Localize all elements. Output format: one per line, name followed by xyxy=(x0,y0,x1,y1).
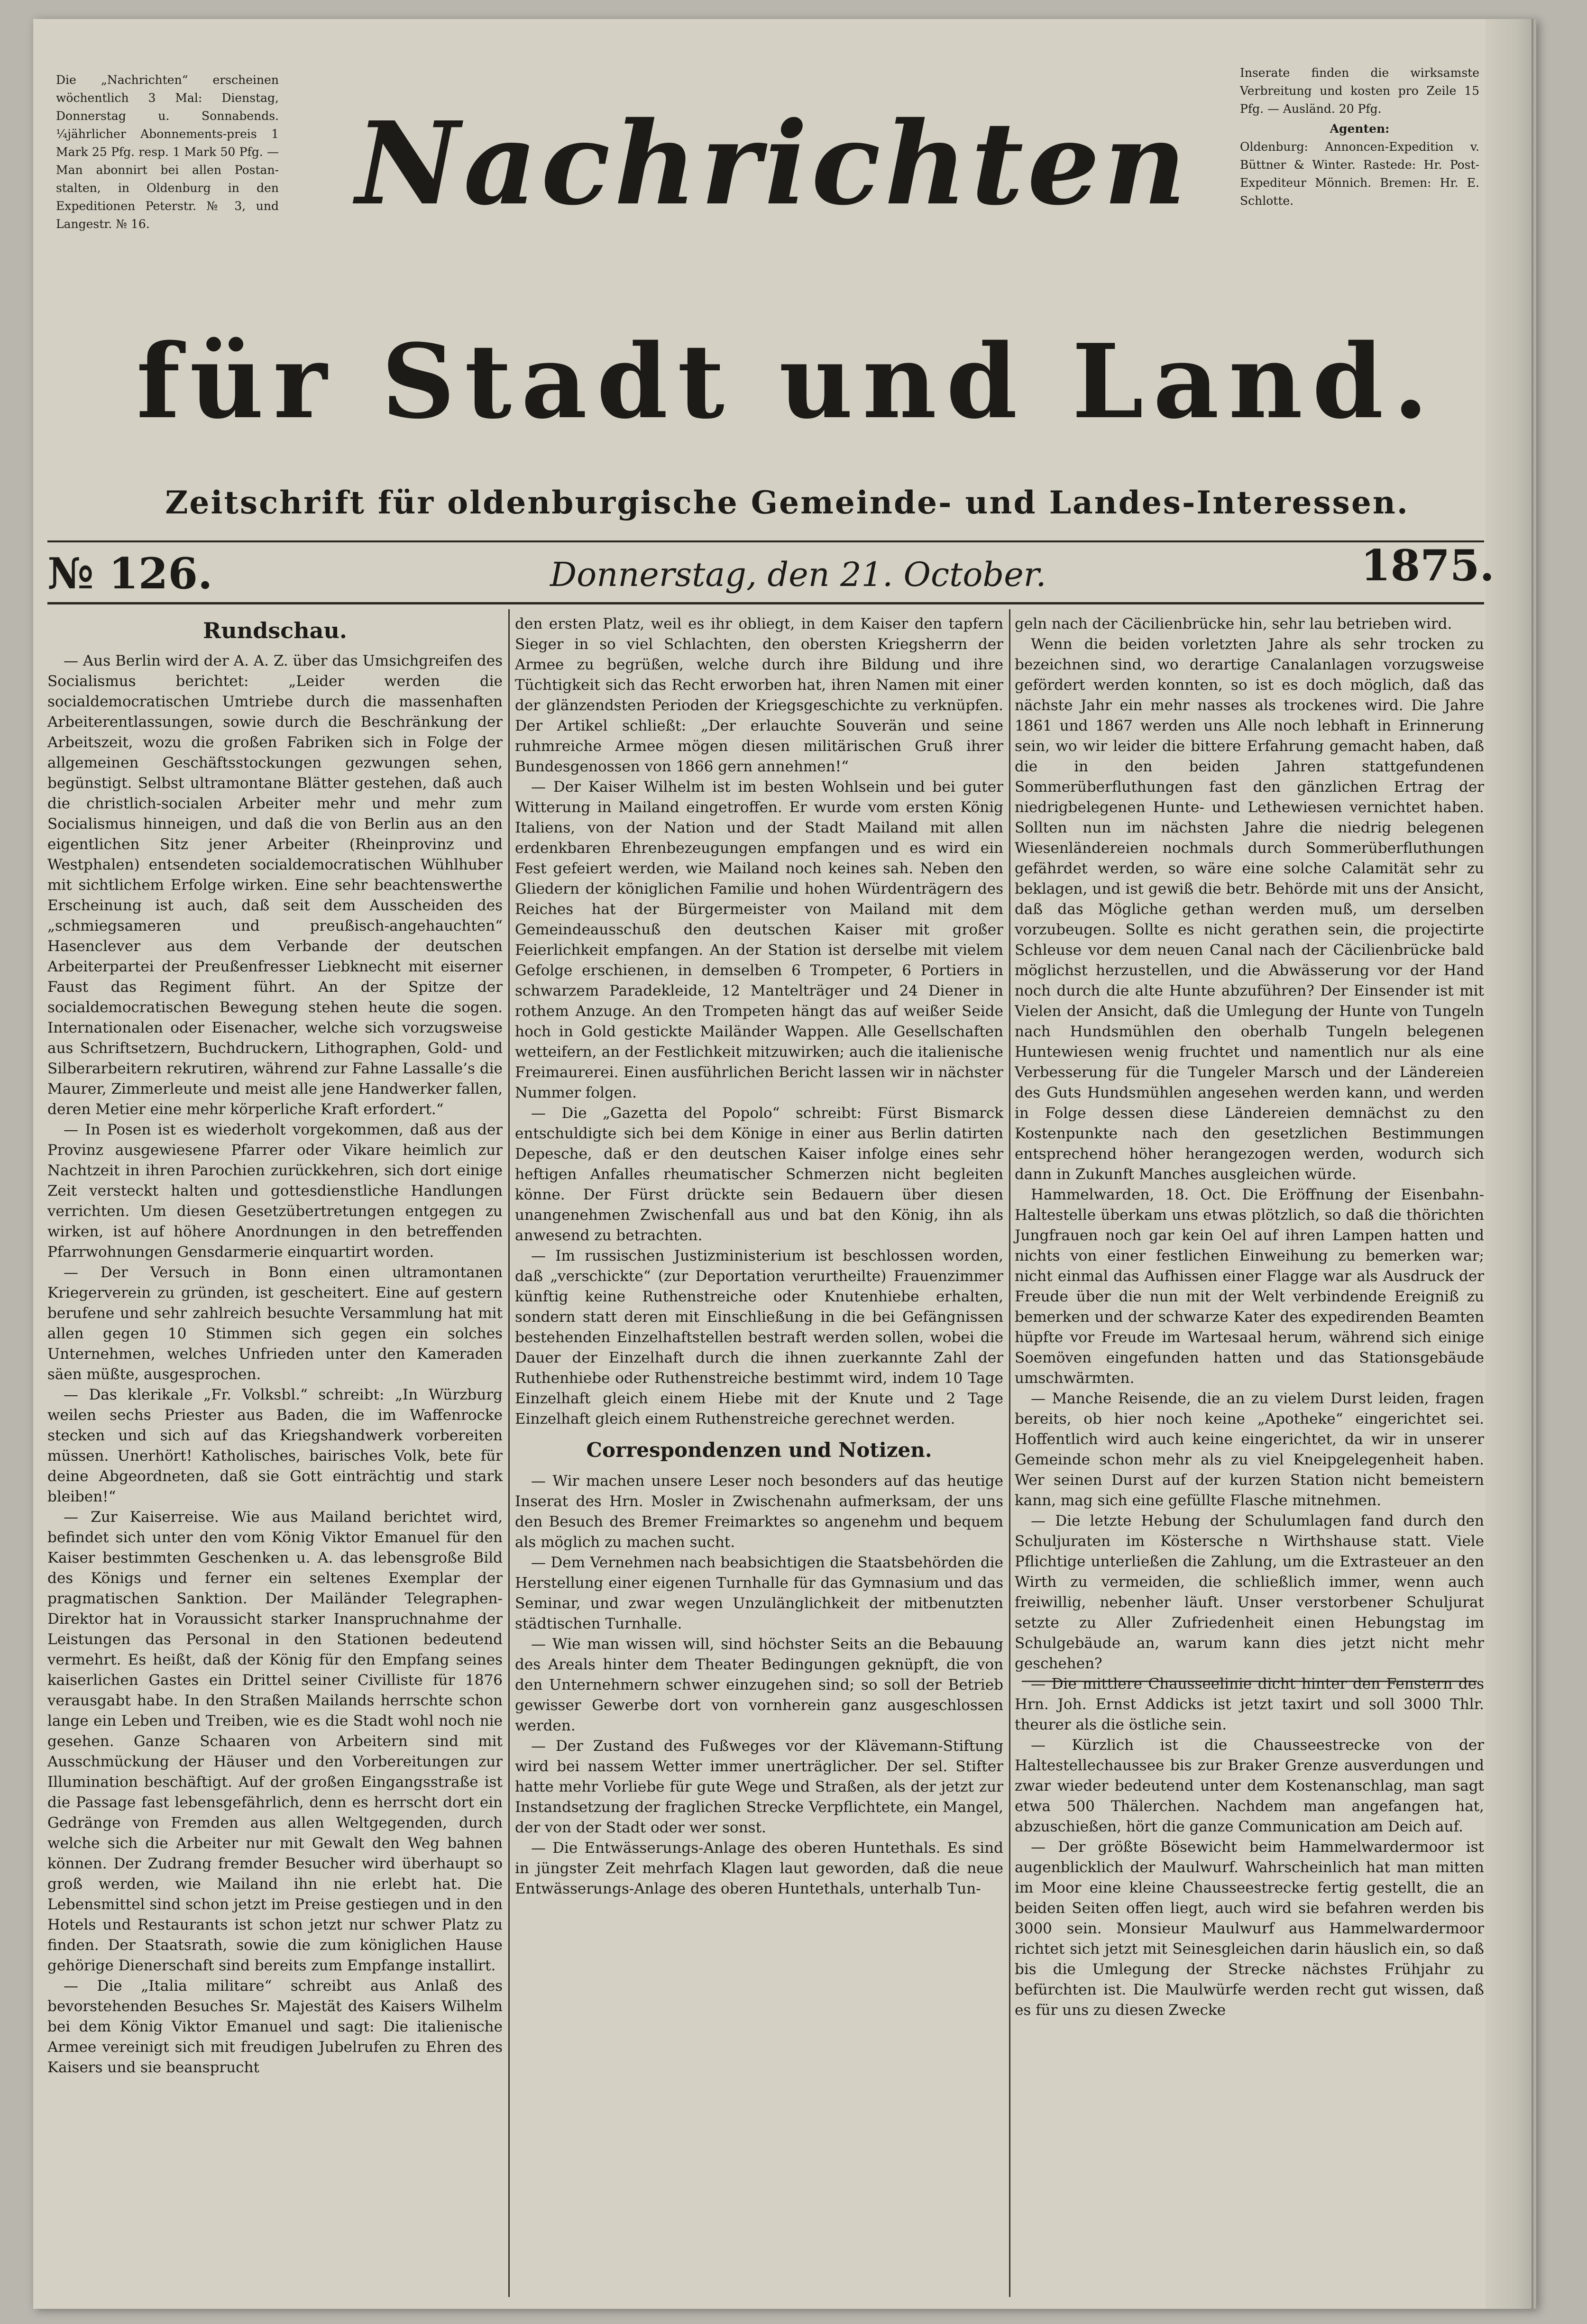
header-rule-top xyxy=(47,540,1484,542)
article-paragraph: — Zur Kaiserreise. Wie aus Mailand berichtet wird, befindet sich unter den vom König Viktor Emanuel für den Kaiser bestimmten Geschenken u. A. das lebensgroße Bild des Königs und ferner ein seltenes Exemplar der pragmatischen Sanktion. Der Mailänder Telegraphen-Direktor hat in Voraussicht starker Inanspruchnahme der Leistungen das Personal in den Stationen bedeutend vermehrt. Es heißt, daß der König für den Empfang seines kaiserlichen Gastes ein Drittel seiner Civilliste für 1876 verausgabt habe. In den Straßen Mailands herrschte schon lange ein Leben und Treiben, wie es die Stadt wohl noch nie gesehen. Ganze Schaaren von Arbeitern sind mit Ausschmückung der Häuser und den Vorbereitungen zur Illumination beschäftigt. Auf der großen Eingangsstraße ist die Passage fast lebensgefährlich, denn es herrscht dort ein Gedränge von Fremden aus allen Weltgegenden, durch welche sich die Arbeiter nur mit Gewalt den Weg bahnen können. Der Zudrang fremder Besucher wird überhaupt so groß werden, wie Mailand ihn nie erlebt hat. Die Lebensmittel sind schon jetzt im Preise gestiegen und in den Hotels und Restaurants ist schon jetzt nur schwer Platz zu finden. Der Staatsrath, sowie die zum königlichen Hause gehörige Dienerschaft sind bereits zum Empfange installirt. xyxy=(47,1509,503,1974)
article-column-3 xyxy=(1015,614,1484,2021)
article-paragraph: — Manche Reisende, die an zu vielem Durst leiden, fragen bereits, ob hier noch keine „Apotheke“ eingerichtet sei. Hoffentlich wird auch keine eingerichtet, da wir in unserer Gemeinde schon mehr als zu viel Kneipgelegenheit haben. Wer seinen Durst auf der kurzen Station nicht bemeistern kann, mag sich eine gefüllte Flasche mitnehmen. xyxy=(1015,1390,1484,1509)
article-paragraph: Wenn die beiden vorletzten Jahre als sehr trocken zu bezeichnen sind, wo derartige Canalanlagen vorzugsweise gefördert werden konnten, so ist es doch möglich, daß das nächste Jahr ein mehr nasses als trockenes wird. Die Jahre 1861 und 1867 werden uns Alle noch lebhaft in Erinnerung sein, wo wir leider die bittere Erfahrung gemacht haben, daß die in den beiden Jahren stattgefundenen Sommerüberfluthungen fast den gänzlichen Ertrag der niedrigbelegenen Hunte- und Lethewiesen vernichtet haben. Sollten nun im nächsten Jahre die niedrig belegenen Wiesenländereien nochmals durch Sommerüberfluthungen gefährdet werden, so wäre eine solche Calamität sehr zu beklagen, und ist gewiß die betr. Behörde mit uns der Ansicht, daß das Mögliche gethan werden muß, um derselben vorzubeugen. Sollte es nicht gerathen sein, die projectirte Schleuse vor dem neuen Canal nach der Cäcilienbrücke bald möglichst herzustellen, und die Abwässerung vor der Hand noch durch die alte Hunte abzuführen? Der Einsender ist mit Vielen der Ansicht, daß die Umlegung der Hunte von Tungeln nach Hundsmühlen den oberhalb Tungeln belegenen Huntewiesen wenig fruchtet und namentlich nur als eine Verbesserung für die Tungeler Marsch und der Ländereien des Guts Hundsmühlen angesehen werden kann, und werden in Folge dessen diese Ländereien demnächst zu den Kostenpunkte nach den gesetzlichen Bestimmungen entsprechend höher herangezogen werden, wodurch sich dann in Zukunft Manches ausgleichen würde. xyxy=(1015,636,1484,1183)
masthead-tagline: Zeitschrift für oldenburgische Gemeinde- und Landes-Interessen. xyxy=(165,484,1409,521)
article-column-2 xyxy=(515,614,1003,1899)
article-paragraph: geln nach der Cäcilienbrücke hin, sehr lau betrieben wird. xyxy=(1015,615,1452,632)
article-paragraph: — Wir machen unsere Leser noch besonders auf das heutige Inserat des Hrn. Mosler in Zwischenahn aufmerksam, der uns den Besuch des Bremer Freimarktes so angenehm und bequem als möglich zu machen sucht. xyxy=(515,1473,1003,1551)
page-edge xyxy=(1486,19,1536,2309)
advertising-info xyxy=(1240,64,1479,210)
article-paragraph: Hammelwarden, 18. Oct. Die Eröffnung der Eisenbahn-Haltestelle überkam uns etwas plötzlich, so daß die thörichten Jungfrauen noch gar kein Oel auf ihren Lampen hatten und nichts von einer festlichen Einweihung zu bemerken war; nicht einmal das Aufhissen einer Flagge war als Ausdruck der Freude über die nun mit der Welt verbindende Ereigniß zu bemerken und der schwarze Kater des expedirenden Beamten hüpfte vor Freude im Wartesaal herum, während sich einige Soemöven eingefunden hatten und das Stationsgebäude umschwärmten. xyxy=(1015,1186,1484,1387)
section-heading-rundschau: Rundschau. xyxy=(203,618,347,643)
article-paragraph: — In Posen ist es wiederholt vorgekommen, daß aus der Provinz ausgewiesene Pfarrer oder Vikare heimlich zur Nachtzeit in ihren Parochien zurückkehren, sich dort einige Zeit versteckt halten und gottesdienstliche Handlungen verrichten. Um diesen Gesetzübertretungen entgegen zu wirken, ist auf höhere Anordnungen in den betreffenden Pfarrwohnungen Gensdarmerie einquartirt worden. xyxy=(47,1121,503,1261)
issue-year: 1875. xyxy=(1361,540,1495,591)
issue-date: Donnerstag, den 21. October. xyxy=(550,555,1046,594)
masthead-subtitle-line: für Stadt und Land. xyxy=(136,321,1438,441)
article-paragraph: — Die mittlere Chausseelinie dicht hinter den Fenstern des Hrn. Joh. Ernst Addicks ist jetzt taxirt und soll 3000 Thlr. theurer als die östliche sein. xyxy=(1015,1675,1484,1733)
article-paragraph: — Der größte Bösewicht beim Hammelwardermoor ist augenblicklich der Maulwurf. Wahrscheinlich hat man mitten im Moor eine kleine Chausseestrecke fertig gestellt, die an beiden Seiten offen liegt, auch wird sie befahren werden bis 3000 sein. Monsieur Maulwurf aus Hammelwardermoor richtet sich jetzt mit Seinesgleichen darin häuslich ein, so daß bis die Umlegung der Strecke nächstes Frühjahr zu befürchten ist. Die Maulwürfe werden recht gut wissen, daß es für uns zu diesen Zwecke xyxy=(1015,1839,1484,2019)
header-rule-bottom xyxy=(47,602,1484,604)
advertising-rates: Inserate finden die wirksamste Verbreitung und kosten pro Zeile 15 Pfg. — Ausländ. 20 Pfg. xyxy=(1240,66,1479,116)
issue-number: № 126. xyxy=(47,549,213,599)
article-paragraph: — Dem Vernehmen nach beabsichtigen die Staatsbehörden die Herstellung einer eigenen Turnhalle für das Gymnasium und das Seminar, und zwar wegen Unzulänglichkeit der mitbenutzten städtischen Turnhalle. xyxy=(515,1554,1003,1632)
agents-heading: Agenten: xyxy=(1330,122,1390,136)
article-paragraph: — Die letzte Hebung der Schulumlagen fand durch den Schuljuraten im Köstersche n Wirthshause statt. Viele Pflichtige unterließen die Zahlung, um die Extrasteuer an den Wirth zu vermeiden, die schließlich immer, wenn auch freiwillig, nebenher läuft. Unser verstorbener Schuljurat setzte zu Aller Zufriedenheit einen Hebungstag im Schulgebäude an, warum kann dies jetzt nicht mehr geschehen? xyxy=(1015,1512,1484,1672)
column-divider-1 xyxy=(508,609,510,2297)
article-paragraph: — Die „Gazetta del Popolo“ schreibt: Fürst Bismarck entschuldigte sich bei dem Könige in einer aus Berlin datirten Depesche, daß er den deutschen Kaiser infolge eines sehr heftigen Anfalles rheumatischer Schmerzen nicht begleiten könne. Der Fürst drückte sein Bedauern über diesen unangenehmen Zwischenfall aus und bat den König, ihn als anwesend zu betrachten. xyxy=(515,1105,1003,1244)
section-heading-correspondenzen: Correspondenzen und Notizen. xyxy=(586,1438,932,1462)
masthead-title: Nachrichten xyxy=(356,97,1190,230)
article-paragraph: — Das klerikale „Fr. Volksbl.“ schreibt: „In Würzburg weilen sechs Priester aus Baden, die im Waffenrocke stecken und sich auf das Kriegshandwerk vorbereiten müssen. Unerhört! Katholisches, bairisches Volk, bete für deine Abgeordneten, daß sie Gott einträchtig und stark bleiben!“ xyxy=(47,1386,503,1505)
agents-list: Oldenburg: Annoncen-Expedition v. Büttner & Winter. Rastede: Hr. Post-Expediteur Mönnich. Bremen: Hr. E. Schlotte. xyxy=(1240,140,1479,208)
subscription-info: Die „Nachrichten“ erscheinen wöchentlich 3 Mal: Dienstag, Donnerstag u. Sonnabends. ¼jährlicher Abonnements-preis 1 Mark 25 Pfg. resp. 1 Mark 50 Pfg. — Man abonnirt bei allen Postan-stalten, in Oldenburg in den Expeditionen Peterstr. № 3, und Langestr. № 16. xyxy=(56,73,279,231)
article-paragraph: — Im russischen Justizministerium ist beschlossen worden, daß „verschickte“ (zur Deportation verurtheilte) Frauenzimmer künftig keine Ruthenstreiche oder Knutenhiebe erhalten, sondern statt deren mit Einschließung in die bei Gefängnissen bestehenden Einzelhaftstellen bestraft werden sollen, wobei die Dauer der Einzelhaft durch die ihnen zuerkannte Zahl der Ruthenhiebe oder Ruthenstreiche bestimmt wird, indem 10 Tage Einzelhaft gleich einem Hiebe mit der Knute und 2 Tage Einzelhaft gleich einem Ruthenstreiche gerechnet werden. xyxy=(515,1247,1003,1427)
article-paragraph: — Der Kaiser Wilhelm ist im besten Wohlsein und bei guter Witterung in Mailand eingetroffen. Er wurde vom ersten König Italiens, von der Nation und der Stadt Mailand mit allen erdenkbaren Ehrenbezeugungen empfangen und es wird ein Fest gefeiert werden, wie Mailand noch keines sah. Neben den Gliedern der königlichen Familie und hohen Würdenträgern des Reiches hat der Bürgermeister von Mailand mit dem Gemeindeausschuß den deutschen Kaiser mit großer Feierlichkeit empfangen. An der Station ist derselbe mit vielem Gefolge erschienen, in demselben 6 Trompeter, 6 Portiers in schwarzem Paradekleide, 12 Mantelträger und 24 Diener in rothem Anzuge. An den Trompeten hängt das auf weißer Seide hoch in Gold gestickte Mailänder Wappen. Alle Gesellschaften wetteifern, an der Festlichkeit mitzuwirken; auch die italienische Freimaurerei. Einen ausführlichen Bericht lassen wir in nächster Nummer folgen. xyxy=(515,778,1003,1101)
article-column-1 xyxy=(47,614,503,2078)
page-fold-line xyxy=(1532,19,1533,2309)
article-paragraph: — Der Versuch in Bonn einen ultramontanen Kriegerverein zu gründen, ist gescheitert. Eine auf gestern berufene und sehr zahlreich besuchte Versammlung hat mit allen gegen 10 Stimmen sich gegen ein solches Unternehmen, welches Unfrieden unter den Kameraden säen müßte, ausgesprochen. xyxy=(47,1264,503,1383)
newspaper-page xyxy=(33,19,1536,2309)
article-paragraph: — Kürzlich ist die Chausseestrecke von der Haltestellechaussee bis zur Braker Grenze ausverdungen und zwar wieder bedeutend unter dem Kostenanschlag, man sagt etwa 500 Thälerchen. Nachdem man angefangen hat, abzuschießen, hört die ganze Communication am Deich auf. xyxy=(1015,1737,1484,1835)
article-paragraph: den ersten Platz, weil es ihr obliegt, in dem Kaiser den tapfern Sieger in so viel Schlachten, den obersten Kriegsherrn der Armee zu begrüßen, welche durch ihre Bildung und ihre Tüchtigkeit sich das Recht erworben hat, ihren Namen mit einer der glänzendsten Perioden der Kriegsgeschichte zu verknüpfen. Der Artikel schließt: „Der erlauchte Souverän und seine ruhmreiche Armee mögen diesen militärischen Gruß ihrer Bundesgenossen von 1866 gern annehmen!“ xyxy=(515,615,1003,775)
article-paragraph: — Der Zustand des Fußweges vor der Klävemann-Stiftung wird bei nassem Wetter immer unerträglicher. Der sel. Stifter hatte mehr Vorliebe für gute Wege und Straßen, als der jetzt zur Instandsetzung der fraglichen Strecke Verpflichtete, ein Mangel, der von der Stadt oder wer sonst. xyxy=(515,1738,1003,1836)
article-paragraph: — Wie man wissen will, sind höchster Seits an die Bebauung des Areals hinter dem Theater Bedingungen geknüpft, die von den Unternehmern schwer einzugehen sind; so soll der Betrieb gewisser Gewerbe dort von vornherein ganz ausgeschlossen werden. xyxy=(515,1636,1003,1734)
article-paragraph: — Die Entwässerungs-Anlage des oberen Huntethals. Es sind in jüngster Zeit mehrfach Klagen laut geworden, daß die neue Entwässerungs-Anlage des oberen Huntethals, unterhalb Tun- xyxy=(515,1839,1003,1897)
article-paragraph: — Die „Italia militare“ schreibt aus Anlaß des bevorstehenden Besuches Sr. Majestät des Kaisers Wilhelm bei dem König Viktor Emanuel und sagt: Die italienische Armee vereinigt sich mit freudigen Jubelrufen zu Ehren des Kaisers und sie beansprucht xyxy=(47,1977,503,2076)
article-paragraph: — Aus Berlin wird der A. A. Z. über das Umsichgreifen des Socialismus berichtet: „Leider werden die socialdemocratischen Umtriebe durch die massenhaften Arbeiterentlassungen, sowie durch die Beschränkung der Arbeitszeit, wozu die großen Fabriken sich in Folge der allgemeinen Geschäftsstockungen gezwungen sehen, begünstigt. Selbst ultramontane Blätter gestehen, daß auch die christlich-socialen Arbeiter mehr und mehr zum Socialismus hinneigen, und daß die von Berlin aus an den eigentlichen Sitz jener Arbeiter (Rheinprovinz und Westphalen) entsendeten socialdemocratischen Wühlhuber mit sichtlichem Erfolge wirken. Eine sehr beachtenswerthe Erscheinung ist auch, daß seit dem Ausscheiden des „schmiegsameren und preußisch-angehauchten“ Hasenclever aus dem Verbande der deutschen Arbeiterpartei der Preußenfresser Liebknecht mit eiserner Faust das Regiment führt. An der Spitze der socialdemocratischen Bewegung stehen heute die sogen. Internationalen oder Eisenacher, welche sich vorzugsweise aus Schriftsetzern, Buchdruckern, Lithographen, Gold- und Silberarbeitern rekrutiren, während zur Fahne Lassalle’s die Maurer, Zimmerleute und meist alle jene Handwerker fallen, deren Metier eine mehr körperliche Kraft erfordert.“ xyxy=(47,652,503,1118)
column-divider-2 xyxy=(1009,609,1010,2297)
